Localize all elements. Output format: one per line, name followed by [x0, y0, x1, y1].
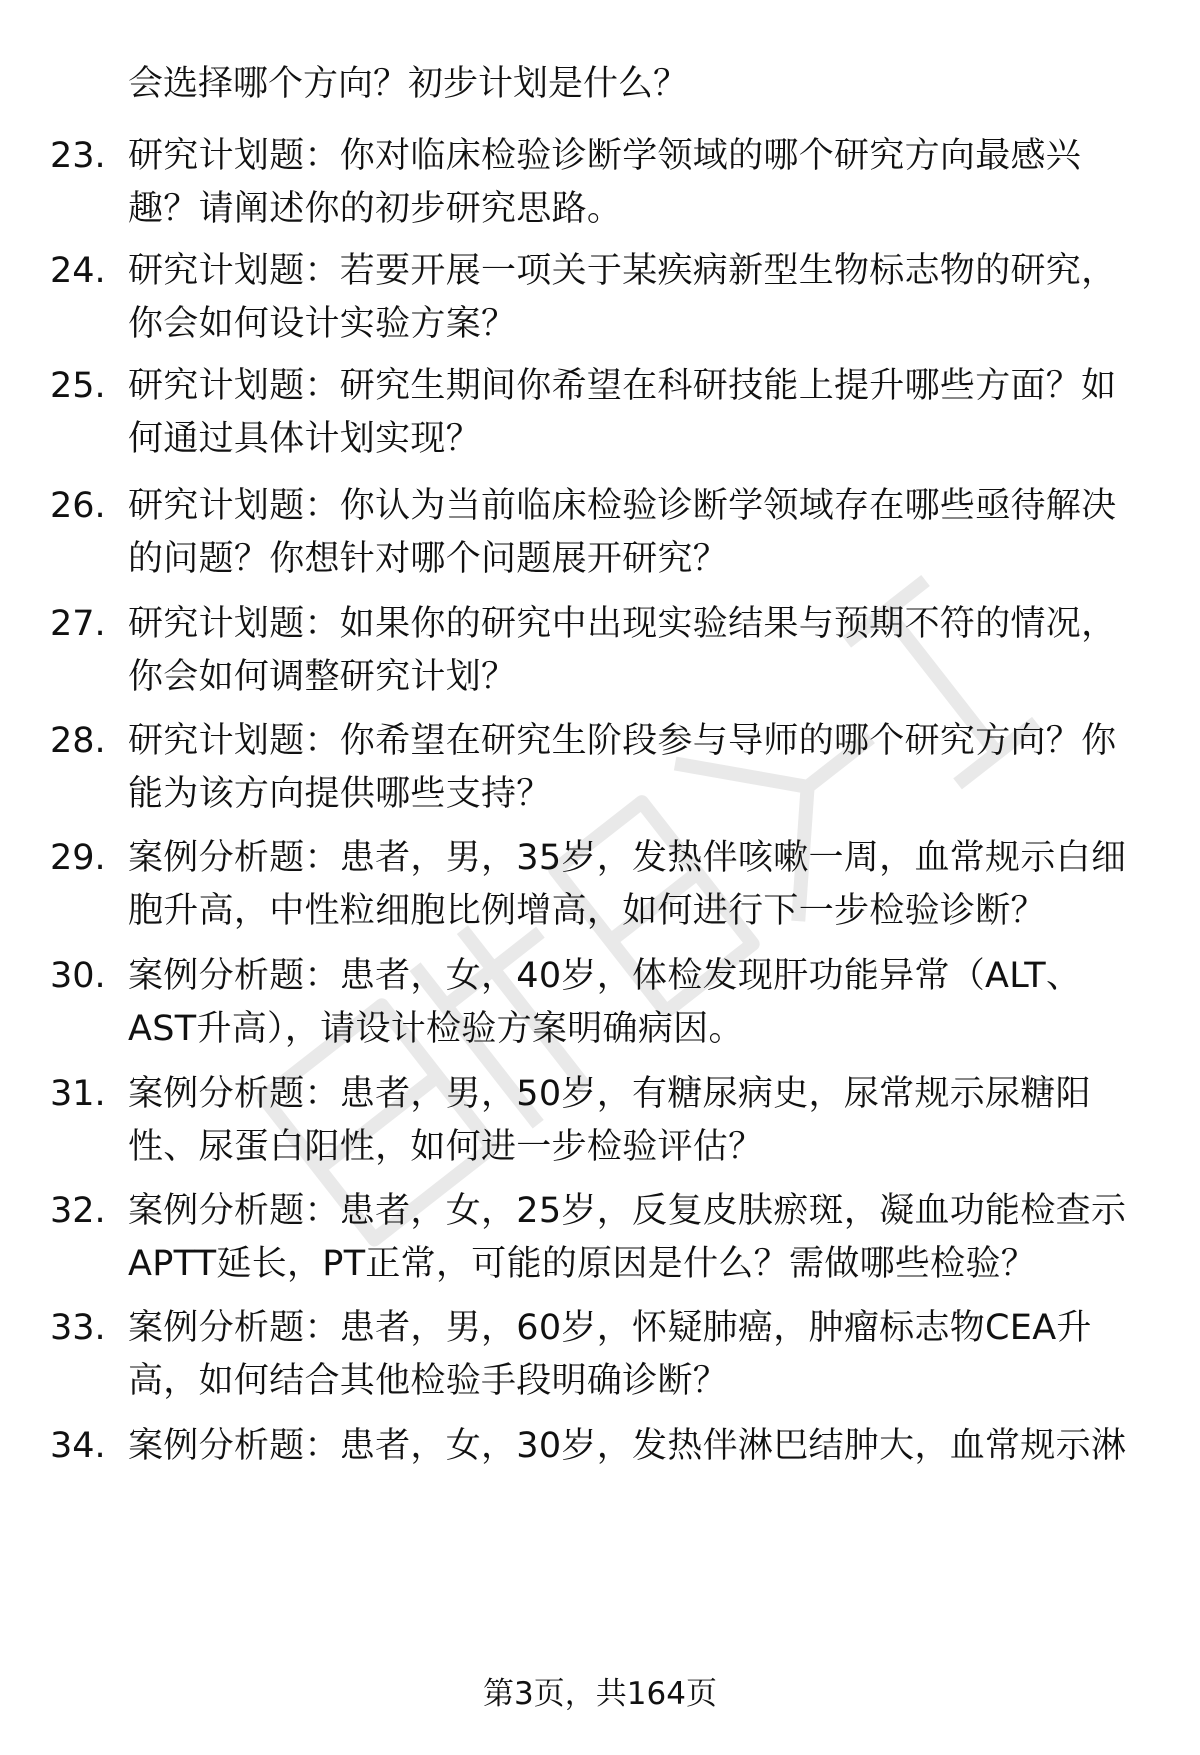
item-number: 31. [50, 1074, 106, 1114]
item-number: 27. [50, 604, 106, 644]
item-text-line: 研究计划题：你认为当前临床检验诊断学领域存在哪些亟待解决 [128, 486, 1117, 526]
item-number: 30. [50, 956, 106, 996]
item-text-line: 研究计划题：如果你的研究中出现实验结果与预期不符的情况， [128, 604, 1117, 644]
item-number: 26. [50, 486, 106, 526]
item-text-line: 你会如何调整研究计划？ [128, 657, 517, 697]
item-number: 32. [50, 1191, 106, 1231]
item-number: 25. [50, 366, 106, 406]
item-number: 28. [50, 721, 106, 761]
item-text-line: 案例分析题：患者，男，50岁，有糖尿病史，尿常规示尿糖阳 [128, 1074, 1091, 1114]
item-text-line: 能为该方向提供哪些支持？ [128, 774, 552, 814]
item-number: 29. [50, 838, 106, 878]
item-text-line: APTT延长，PT正常，可能的原因是什么？需做哪些检验？ [128, 1244, 1037, 1284]
continuation-text: 会选择哪个方向？初步计划是什么？ [128, 64, 689, 104]
item-text-line: 研究计划题：你对临床检验诊断学领域的哪个研究方向最感兴 [128, 136, 1082, 176]
item-text-line: 案例分析题：患者，女，40岁，体检发现肝功能异常（ALT、 [128, 956, 1082, 996]
item-text-line: 研究计划题：研究生期间你希望在科研技能上提升哪些方面？如 [128, 366, 1117, 406]
item-text-line: 高，如何结合其他检验手段明确诊断？ [128, 1361, 729, 1401]
item-text-line: 案例分析题：患者，女，25岁，反复皮肤瘀斑，凝血功能检查示 [128, 1191, 1127, 1231]
item-number: 24. [50, 251, 106, 291]
item-text-line: 的问题？你想针对哪个问题展开研究？ [128, 539, 729, 579]
item-text-line: 案例分析题：患者，男，60岁，怀疑肺癌，肿瘤标志物CEA升 [128, 1308, 1092, 1348]
item-text-line: 研究计划题：你希望在研究生阶段参与导师的哪个研究方向？你 [128, 721, 1117, 761]
item-number: 34. [50, 1426, 106, 1466]
item-text-line: 你会如何设计实验方案？ [128, 304, 517, 344]
item-number: 23. [50, 136, 106, 176]
item-text-line: 研究计划题：若要开展一项关于某疾病新型生物标志物的研究， [128, 251, 1117, 291]
item-number: 33. [50, 1308, 106, 1348]
item-text-line: 何通过具体计划实现？ [128, 419, 482, 459]
item-text-line: 胞升高，中性粒细胞比例增高，如何进行下一步检验诊断？ [128, 891, 1046, 931]
item-text-line: 案例分析题：患者，男，35岁，发热伴咳嗽一周，血常规示白细 [128, 838, 1127, 878]
item-text-line: 案例分析题：患者，女，30岁，发热伴淋巴结肿大，血常规示淋 [128, 1426, 1127, 1466]
item-text-line: AST升高），请设计检验方案明确病因。 [128, 1009, 744, 1049]
item-text-line: 趣？请阐述你的初步研究思路。 [128, 189, 623, 229]
item-text-line: 性、尿蛋白阳性，如何进一步检验评估？ [128, 1127, 764, 1167]
page-footer: 第3页，共164页 [483, 1676, 717, 1712]
